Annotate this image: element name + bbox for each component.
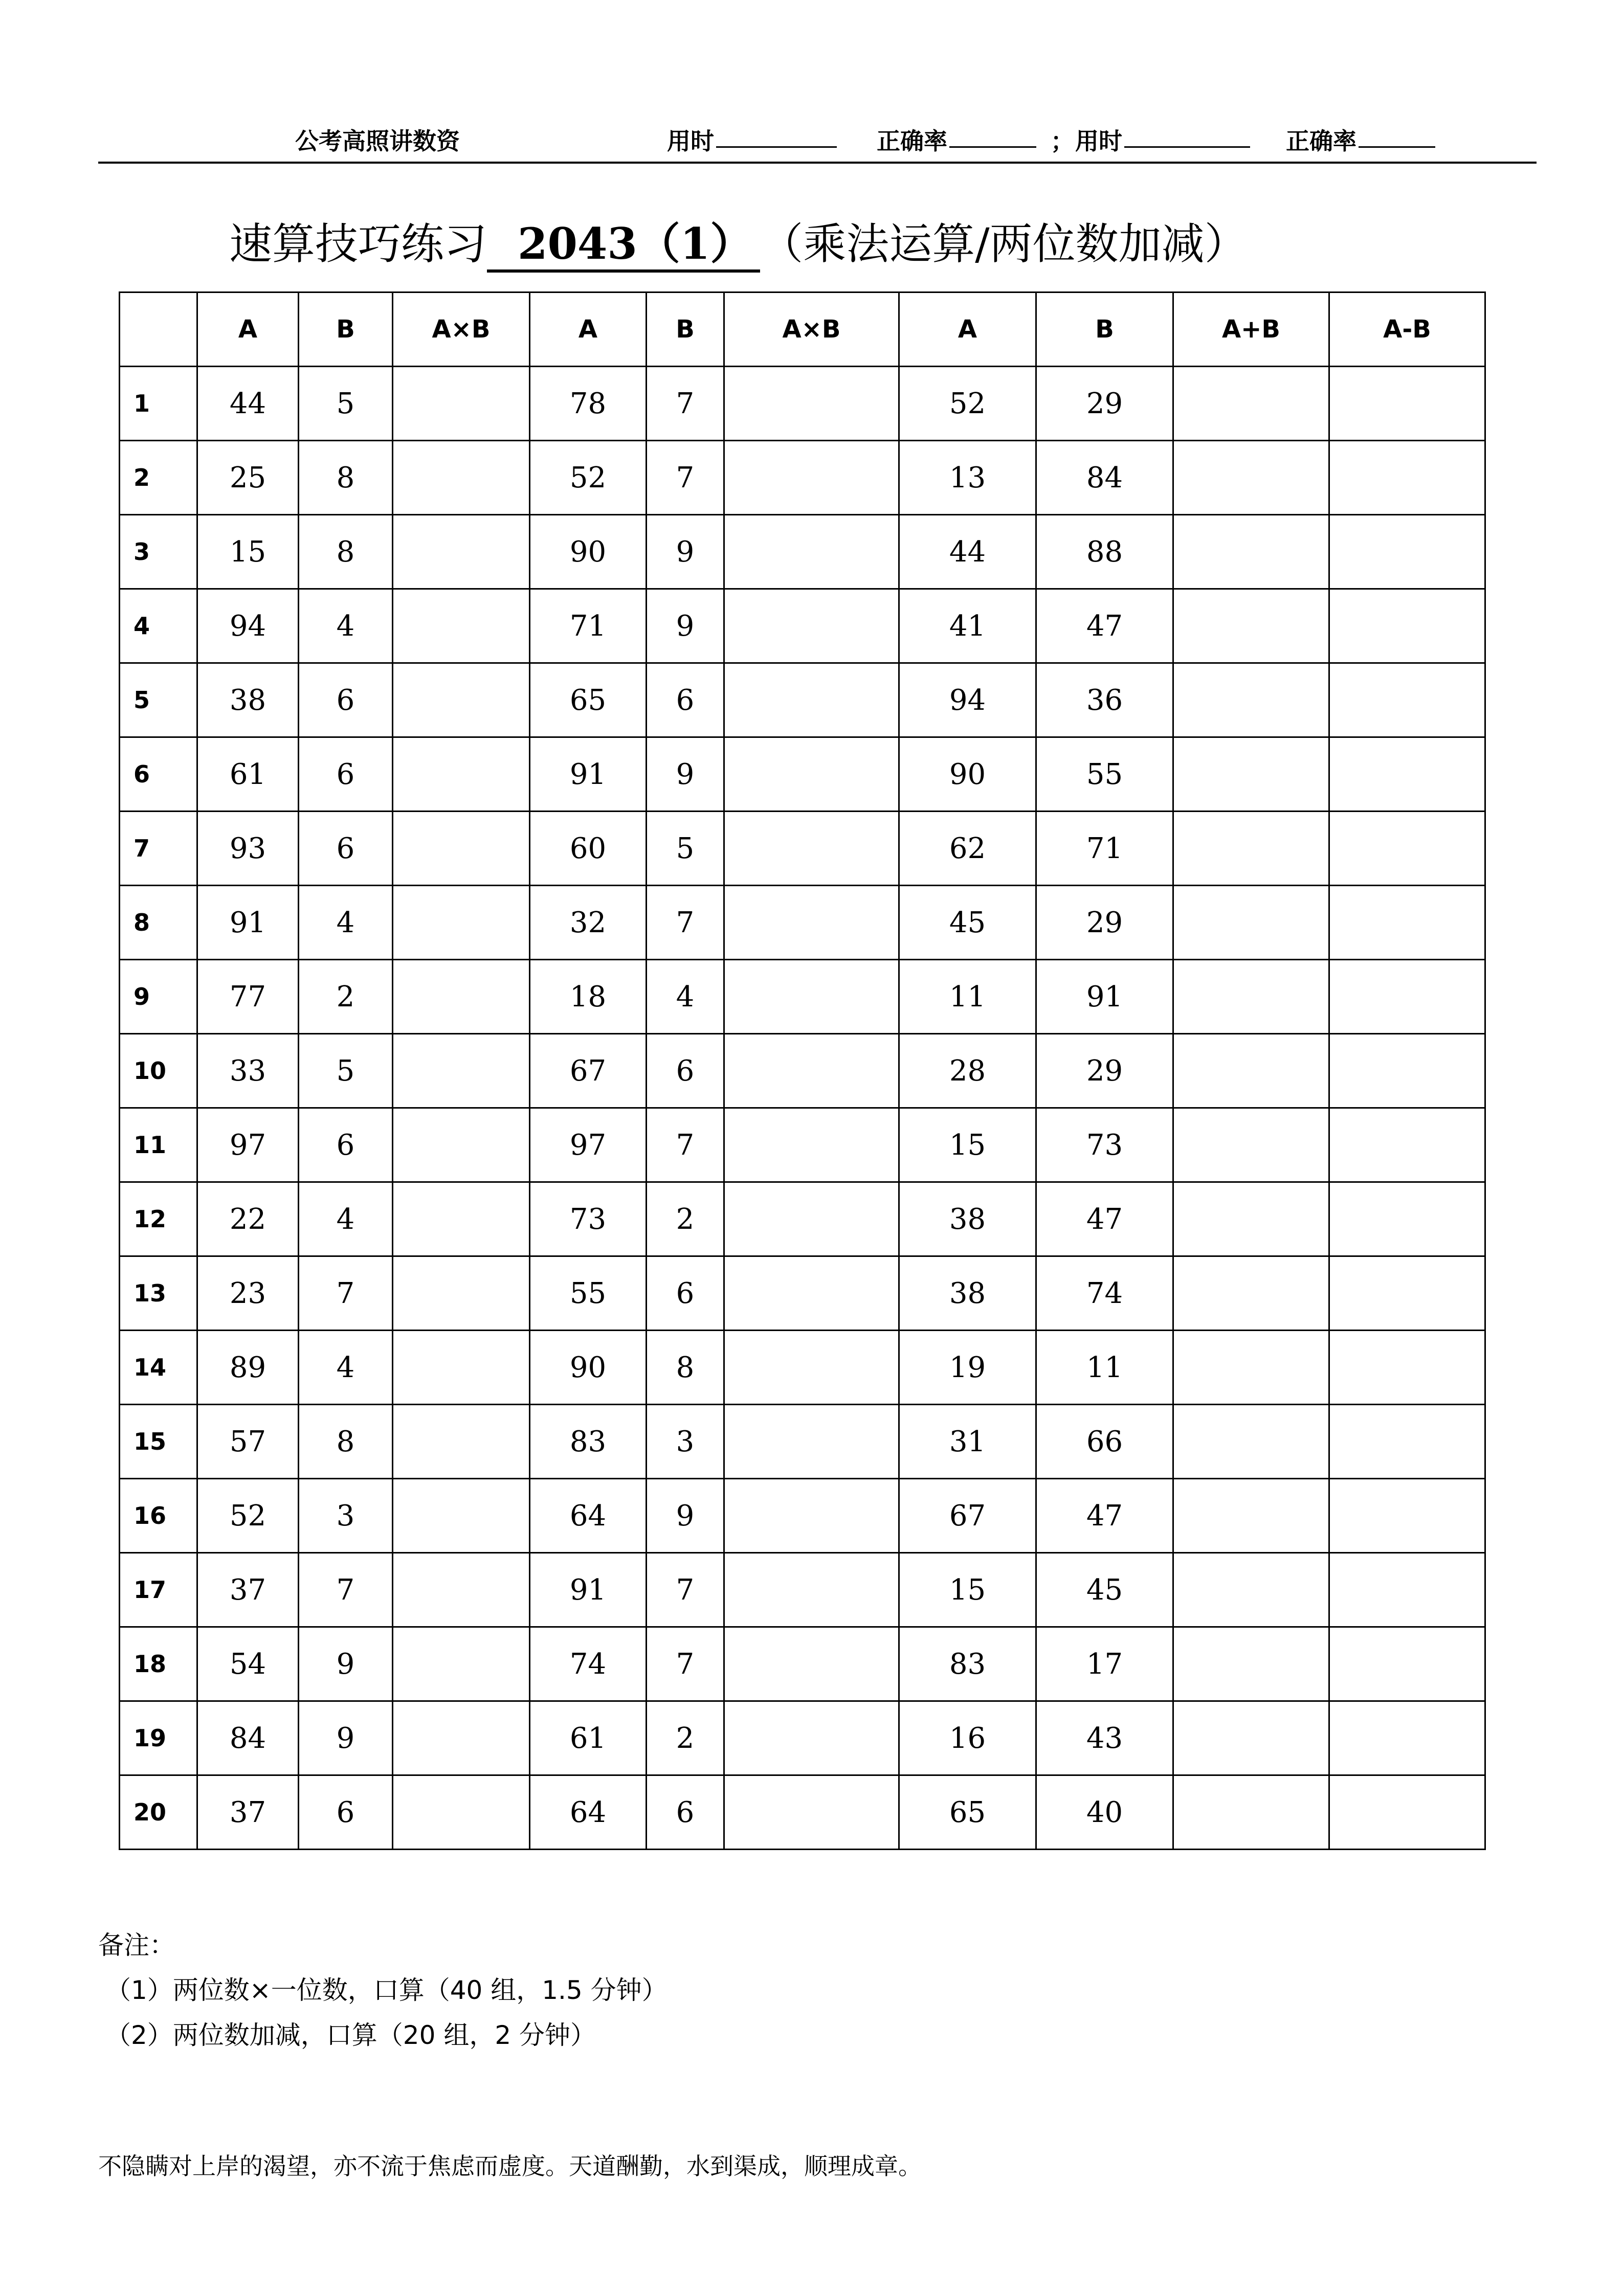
value-cell: 11 xyxy=(899,960,1036,1034)
answer-cell[interactable] xyxy=(724,1701,899,1775)
value-cell: 8 xyxy=(647,1331,724,1405)
answer-cell[interactable] xyxy=(724,1405,899,1479)
table-row xyxy=(120,663,1485,737)
value-cell: 97 xyxy=(197,1108,299,1182)
answer-cell[interactable] xyxy=(393,441,530,515)
answer-cell[interactable] xyxy=(724,1256,899,1331)
value-cell: 5 xyxy=(299,1034,393,1108)
table-row xyxy=(120,1405,1485,1479)
value-cell: 38 xyxy=(197,663,299,737)
note-line-1: （1）两位数×一位数，口算（40 组，1.5 分钟） xyxy=(105,1975,668,2005)
title-prefix: 速算技巧练习 xyxy=(229,219,487,269)
answer-cell[interactable] xyxy=(724,812,899,886)
value-cell: 83 xyxy=(899,1627,1036,1701)
value-cell: 61 xyxy=(530,1701,647,1775)
answer-cell[interactable] xyxy=(1329,1331,1485,1405)
answer-cell[interactable] xyxy=(1329,737,1485,812)
value-cell: 16 xyxy=(899,1701,1036,1775)
value-cell: 52 xyxy=(899,367,1036,441)
value-cell: 94 xyxy=(197,589,299,663)
value-cell: 8 xyxy=(299,1405,393,1479)
accuracy-label-2: 正确率 xyxy=(1286,127,1356,155)
answer-cell[interactable] xyxy=(1329,441,1485,515)
value-cell: 6 xyxy=(647,1775,724,1850)
value-cell: 65 xyxy=(899,1775,1036,1850)
row-number: 5 xyxy=(120,663,197,737)
table-row xyxy=(120,515,1485,589)
answer-cell[interactable] xyxy=(1173,960,1329,1034)
answer-cell[interactable] xyxy=(724,515,899,589)
value-cell: 3 xyxy=(647,1405,724,1479)
value-cell: 43 xyxy=(1036,1701,1173,1775)
column-header: B xyxy=(299,292,393,367)
answer-cell[interactable] xyxy=(1329,1553,1485,1627)
title-suffix: （乘法运算/两位数加减） xyxy=(760,219,1248,269)
value-cell: 5 xyxy=(299,367,393,441)
value-cell: 57 xyxy=(197,1405,299,1479)
accuracy-field-2[interactable] xyxy=(1286,123,1356,156)
answer-cell[interactable] xyxy=(393,1331,530,1405)
answer-cell[interactable] xyxy=(1173,1775,1329,1850)
value-cell: 4 xyxy=(647,960,724,1034)
answer-cell[interactable] xyxy=(1173,1553,1329,1627)
table-row xyxy=(120,1331,1485,1405)
answer-cell[interactable] xyxy=(1173,1256,1329,1331)
answer-cell[interactable] xyxy=(724,1182,899,1256)
value-cell: 5 xyxy=(647,812,724,886)
value-cell: 73 xyxy=(1036,1108,1173,1182)
answer-cell[interactable] xyxy=(1329,960,1485,1034)
time-label-2: 用时 xyxy=(1075,127,1122,155)
header-separator: ； xyxy=(1051,127,1074,155)
answer-cell[interactable] xyxy=(1173,1034,1329,1108)
value-cell: 4 xyxy=(299,589,393,663)
answer-cell[interactable] xyxy=(724,960,899,1034)
value-cell: 15 xyxy=(197,515,299,589)
value-cell: 22 xyxy=(197,1182,299,1256)
answer-cell[interactable] xyxy=(1173,1108,1329,1182)
answer-cell[interactable] xyxy=(724,589,899,663)
value-cell: 9 xyxy=(647,737,724,812)
answer-cell[interactable] xyxy=(393,1405,530,1479)
table-row xyxy=(120,1479,1485,1553)
answer-cell[interactable] xyxy=(393,663,530,737)
value-cell: 77 xyxy=(197,960,299,1034)
answer-cell[interactable] xyxy=(1329,1034,1485,1108)
answer-cell[interactable] xyxy=(1329,886,1485,960)
value-cell: 19 xyxy=(899,1331,1036,1405)
answer-cell[interactable] xyxy=(1173,1331,1329,1405)
value-cell: 17 xyxy=(1036,1627,1173,1701)
row-number: 7 xyxy=(120,812,197,886)
answer-cell[interactable] xyxy=(393,886,530,960)
value-cell: 7 xyxy=(647,1108,724,1182)
answer-cell[interactable] xyxy=(1173,1182,1329,1256)
value-cell: 73 xyxy=(530,1182,647,1256)
column-header: A xyxy=(530,292,647,367)
row-number: 15 xyxy=(120,1405,197,1479)
answer-cell[interactable] xyxy=(1173,812,1329,886)
column-header: A xyxy=(197,292,299,367)
answer-cell[interactable] xyxy=(724,886,899,960)
answer-cell[interactable] xyxy=(1173,1701,1329,1775)
value-cell: 8 xyxy=(299,515,393,589)
answer-cell[interactable] xyxy=(393,960,530,1034)
value-cell: 6 xyxy=(647,1034,724,1108)
answer-cell[interactable] xyxy=(393,1775,530,1850)
answer-cell[interactable] xyxy=(1329,1627,1485,1701)
notes xyxy=(98,1923,668,2058)
answer-cell[interactable] xyxy=(724,1034,899,1108)
practice-table xyxy=(119,291,1486,1850)
column-header: A xyxy=(899,292,1036,367)
value-cell: 7 xyxy=(647,1553,724,1627)
answer-cell[interactable] xyxy=(1329,1775,1485,1850)
value-cell: 62 xyxy=(899,812,1036,886)
value-cell: 37 xyxy=(197,1553,299,1627)
table-row xyxy=(120,737,1485,812)
value-cell: 18 xyxy=(530,960,647,1034)
note-line-2: （2）两位数加减，口算（20 组，2 分钟） xyxy=(105,2020,596,2050)
accuracy-label-1: 正确率 xyxy=(877,127,947,155)
row-number: 10 xyxy=(120,1034,197,1108)
row-number: 14 xyxy=(120,1331,197,1405)
value-cell: 67 xyxy=(899,1479,1036,1553)
value-cell: 6 xyxy=(299,663,393,737)
answer-cell[interactable] xyxy=(1329,1108,1485,1182)
value-cell: 11 xyxy=(1036,1331,1173,1405)
page-header xyxy=(98,121,1537,164)
value-cell: 45 xyxy=(1036,1553,1173,1627)
value-cell: 91 xyxy=(530,737,647,812)
value-cell: 6 xyxy=(299,1775,393,1850)
answer-cell[interactable] xyxy=(393,1108,530,1182)
column-header: A+B xyxy=(1173,292,1329,367)
value-cell: 45 xyxy=(899,886,1036,960)
value-cell: 7 xyxy=(299,1256,393,1331)
value-cell: 36 xyxy=(1036,663,1173,737)
answer-cell[interactable] xyxy=(1329,589,1485,663)
answer-cell[interactable] xyxy=(724,367,899,441)
value-cell: 29 xyxy=(1036,886,1173,960)
table-row xyxy=(120,1553,1485,1627)
value-cell: 52 xyxy=(530,441,647,515)
answer-cell[interactable] xyxy=(724,663,899,737)
source-label: 公考高照讲数资 xyxy=(295,127,460,155)
value-cell: 7 xyxy=(647,1627,724,1701)
value-cell: 55 xyxy=(1036,737,1173,812)
answer-cell[interactable] xyxy=(724,1108,899,1182)
row-number: 1 xyxy=(120,367,197,441)
value-cell: 41 xyxy=(899,589,1036,663)
row-number: 11 xyxy=(120,1108,197,1182)
value-cell: 64 xyxy=(530,1775,647,1850)
value-cell: 6 xyxy=(299,1108,393,1182)
answer-cell[interactable] xyxy=(393,1256,530,1331)
value-cell: 31 xyxy=(899,1405,1036,1479)
row-number: 12 xyxy=(120,1182,197,1256)
table-row xyxy=(120,1701,1485,1775)
answer-cell[interactable] xyxy=(1173,1479,1329,1553)
table-row xyxy=(120,1627,1485,1701)
value-cell: 9 xyxy=(647,589,724,663)
answer-cell[interactable] xyxy=(1173,515,1329,589)
value-cell: 89 xyxy=(197,1331,299,1405)
answer-cell[interactable] xyxy=(1173,589,1329,663)
value-cell: 15 xyxy=(899,1108,1036,1182)
answer-cell[interactable] xyxy=(1173,441,1329,515)
value-cell: 90 xyxy=(899,737,1036,812)
answer-cell[interactable] xyxy=(393,515,530,589)
page-title xyxy=(229,210,1559,273)
answer-cell[interactable] xyxy=(1329,367,1485,441)
time-label-1: 用时 xyxy=(667,127,714,155)
table-row xyxy=(120,1182,1485,1256)
value-cell: 3 xyxy=(299,1479,393,1553)
value-cell: 29 xyxy=(1036,1034,1173,1108)
answer-cell[interactable] xyxy=(393,1182,530,1256)
value-cell: 7 xyxy=(647,441,724,515)
table-row xyxy=(120,886,1485,960)
value-cell: 9 xyxy=(299,1627,393,1701)
row-number: 4 xyxy=(120,589,197,663)
title-code: 2043（1） xyxy=(487,218,760,273)
value-cell: 9 xyxy=(647,1479,724,1553)
value-cell: 83 xyxy=(530,1405,647,1479)
answer-cell[interactable] xyxy=(724,1479,899,1553)
header-row xyxy=(120,292,1485,367)
value-cell: 44 xyxy=(197,367,299,441)
answer-cell[interactable] xyxy=(393,589,530,663)
value-cell: 84 xyxy=(1036,441,1173,515)
value-cell: 28 xyxy=(899,1034,1036,1108)
row-number: 20 xyxy=(120,1775,197,1850)
value-cell: 71 xyxy=(1036,812,1173,886)
value-cell: 6 xyxy=(647,663,724,737)
answer-cell[interactable] xyxy=(724,441,899,515)
row-number: 2 xyxy=(120,441,197,515)
notes-label: 备注： xyxy=(98,1930,175,1960)
answer-cell[interactable] xyxy=(393,1479,530,1553)
value-cell: 55 xyxy=(530,1256,647,1331)
answer-cell[interactable] xyxy=(1329,515,1485,589)
value-cell: 4 xyxy=(299,1331,393,1405)
answer-cell[interactable] xyxy=(393,1034,530,1108)
value-cell: 90 xyxy=(530,1331,647,1405)
answer-cell[interactable] xyxy=(724,1775,899,1850)
value-cell: 38 xyxy=(899,1182,1036,1256)
answer-cell[interactable] xyxy=(1173,1627,1329,1701)
value-cell: 52 xyxy=(197,1479,299,1553)
value-cell: 74 xyxy=(1036,1256,1173,1331)
footer-motto: 不隐瞒对上岸的渴望，亦不流于焦虑而虚度。天道酬勤，水到渠成，顺理成章。 xyxy=(98,2152,922,2180)
value-cell: 84 xyxy=(197,1701,299,1775)
column-header: B xyxy=(1036,292,1173,367)
table-row xyxy=(120,812,1485,886)
table-row xyxy=(120,589,1485,663)
table-row xyxy=(120,1034,1485,1108)
value-cell: 78 xyxy=(530,367,647,441)
value-cell: 94 xyxy=(899,663,1036,737)
value-cell: 47 xyxy=(1036,1479,1173,1553)
value-cell: 23 xyxy=(197,1256,299,1331)
value-cell: 37 xyxy=(197,1775,299,1850)
value-cell: 7 xyxy=(647,367,724,441)
answer-cell[interactable] xyxy=(1173,1405,1329,1479)
table-row xyxy=(120,960,1485,1034)
answer-cell[interactable] xyxy=(1329,1405,1485,1479)
value-cell: 13 xyxy=(899,441,1036,515)
value-cell: 2 xyxy=(647,1701,724,1775)
value-cell: 2 xyxy=(647,1182,724,1256)
row-number: 18 xyxy=(120,1627,197,1701)
value-cell: 8 xyxy=(299,441,393,515)
value-cell: 88 xyxy=(1036,515,1173,589)
answer-cell[interactable] xyxy=(1329,1479,1485,1553)
answer-cell[interactable] xyxy=(1173,737,1329,812)
row-number: 3 xyxy=(120,515,197,589)
time-blank-2[interactable] xyxy=(1124,125,1250,148)
answer-cell[interactable] xyxy=(724,737,899,812)
column-header: A-B xyxy=(1329,292,1485,367)
time-blank-1[interactable] xyxy=(716,125,837,148)
answer-cell[interactable] xyxy=(1173,886,1329,960)
value-cell: 91 xyxy=(197,886,299,960)
answer-cell[interactable] xyxy=(724,1553,899,1627)
value-cell: 91 xyxy=(1036,960,1173,1034)
value-cell: 9 xyxy=(299,1701,393,1775)
table-body xyxy=(120,367,1485,1850)
value-cell: 54 xyxy=(197,1627,299,1701)
value-cell: 40 xyxy=(1036,1775,1173,1850)
accuracy-blank-1[interactable] xyxy=(949,125,1036,148)
column-header xyxy=(120,292,197,367)
value-cell: 29 xyxy=(1036,367,1173,441)
value-cell: 4 xyxy=(299,886,393,960)
answer-cell[interactable] xyxy=(393,737,530,812)
value-cell: 60 xyxy=(530,812,647,886)
value-cell: 7 xyxy=(647,886,724,960)
value-cell: 47 xyxy=(1036,1182,1173,1256)
row-number: 13 xyxy=(120,1256,197,1331)
answer-cell[interactable] xyxy=(393,1553,530,1627)
value-cell: 66 xyxy=(1036,1405,1173,1479)
value-cell: 33 xyxy=(197,1034,299,1108)
column-header: A×B xyxy=(724,292,899,367)
table-row xyxy=(120,441,1485,515)
row-number: 19 xyxy=(120,1701,197,1775)
value-cell: 9 xyxy=(647,515,724,589)
value-cell: 7 xyxy=(299,1553,393,1627)
value-cell: 6 xyxy=(299,737,393,812)
row-number: 16 xyxy=(120,1479,197,1553)
table-row xyxy=(120,367,1485,441)
value-cell: 25 xyxy=(197,441,299,515)
time-field-2[interactable] xyxy=(1075,123,1122,156)
answer-cell[interactable] xyxy=(1173,367,1329,441)
column-header: B xyxy=(647,292,724,367)
value-cell: 90 xyxy=(530,515,647,589)
value-cell: 64 xyxy=(530,1479,647,1553)
row-number: 8 xyxy=(120,886,197,960)
column-header: A×B xyxy=(393,292,530,367)
value-cell: 2 xyxy=(299,960,393,1034)
value-cell: 44 xyxy=(899,515,1036,589)
accuracy-blank-2[interactable] xyxy=(1359,125,1435,148)
value-cell: 61 xyxy=(197,737,299,812)
value-cell: 32 xyxy=(530,886,647,960)
answer-cell[interactable] xyxy=(1329,663,1485,737)
value-cell: 38 xyxy=(899,1256,1036,1331)
value-cell: 71 xyxy=(530,589,647,663)
value-cell: 67 xyxy=(530,1034,647,1108)
time-field-1[interactable] xyxy=(667,123,714,156)
row-number: 6 xyxy=(120,737,197,812)
answer-cell[interactable] xyxy=(724,1627,899,1701)
value-cell: 91 xyxy=(530,1553,647,1627)
answer-cell[interactable] xyxy=(1329,1701,1485,1775)
value-cell: 65 xyxy=(530,663,647,737)
answer-cell[interactable] xyxy=(393,1627,530,1701)
row-number: 9 xyxy=(120,960,197,1034)
answer-cell[interactable] xyxy=(724,1331,899,1405)
row-number: 17 xyxy=(120,1553,197,1627)
table-row xyxy=(120,1256,1485,1331)
value-cell: 15 xyxy=(899,1553,1036,1627)
value-cell: 6 xyxy=(647,1256,724,1331)
value-cell: 97 xyxy=(530,1108,647,1182)
answer-cell[interactable] xyxy=(1329,1182,1485,1256)
answer-cell[interactable] xyxy=(1329,812,1485,886)
value-cell: 74 xyxy=(530,1627,647,1701)
accuracy-field-1[interactable] xyxy=(877,123,947,156)
answer-cell[interactable] xyxy=(393,367,530,441)
value-cell: 47 xyxy=(1036,589,1173,663)
table-row xyxy=(120,1775,1485,1850)
answer-cell[interactable] xyxy=(393,812,530,886)
table-row xyxy=(120,1108,1485,1182)
value-cell: 6 xyxy=(299,812,393,886)
answer-cell[interactable] xyxy=(1173,663,1329,737)
value-cell: 93 xyxy=(197,812,299,886)
answer-cell[interactable] xyxy=(393,1701,530,1775)
value-cell: 4 xyxy=(299,1182,393,1256)
answer-cell[interactable] xyxy=(1329,1256,1485,1331)
